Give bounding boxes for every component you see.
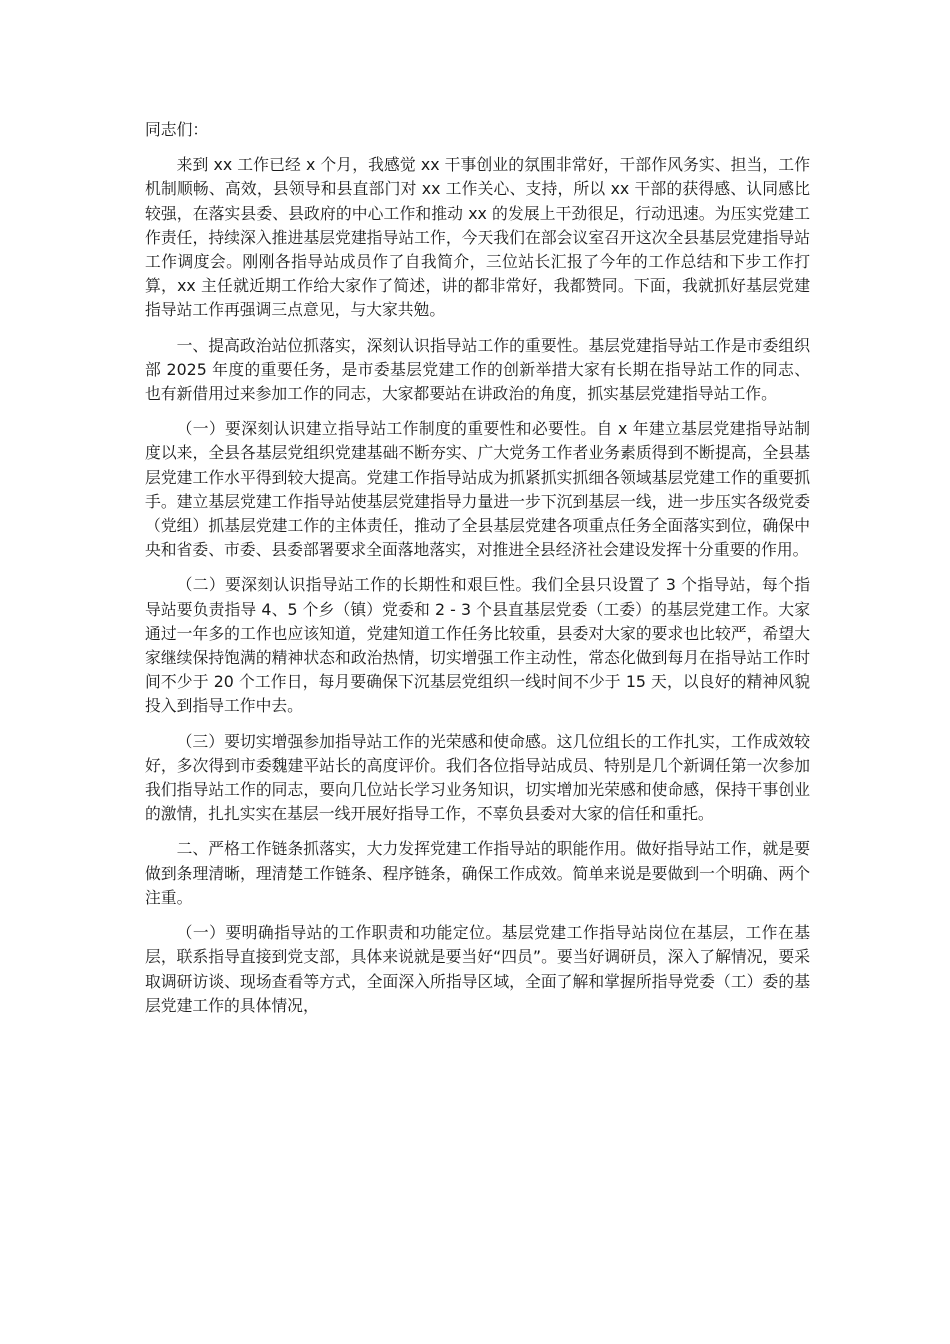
paragraph-section-1: 一、提高政治站位抓落实，深刻认识指导站工作的重要性。基层党建指导站工作是市委组织部 2025 年度的重要任务，是市委基层党建工作的创新举措大家有长期在指导站工作的同志、也有新借用过来参加工作的同志，大家都要站在讲政治的角度，抓实基层党建指导站工作。 xyxy=(145,335,810,404)
paragraph-section-2-1: （一）要明确指导站的工作职责和功能定位。基层党建工作指导站岗位在基层，工作在基层，联系指导直接到党支部，具体来说就是要当好“四员”。要当好调研员，深入了解情况，要采取调研访谈、现场查看等方式，全面深入所指导区域，全面了解和掌握所指导党委（工）委的基层党建工作的具体情况， xyxy=(145,923,810,1015)
salutation: 同志们： xyxy=(145,120,209,139)
paragraph-intro: 来到 xx 工作已经 x 个月，我感觉 xx 干事创业的氛围非常好，干部作风务实、担当，工作机制顺畅、高效，县领导和县直部门对 xx 工作关心、支持，所以 xx 干部的获得感、认同感比较强，在落实县委、县政府的中心工作和推动 xx 的发展上干劲很足，行动迅速。为压实党建工作责任，持续深入推进基层党建指导站工作，今天我们在部会议室召开这次全县基层党建指导站工作调度会。刚刚各指导站成员作了自我简介，三位站长汇报了今年的工作总结和下步工作打算，xx 主任就近期工作给大家作了简述，讲的都非常好，我都赞同。下面，我就抓好基层党建指导站工作再强调三点意见，与大家共勉。 xyxy=(145,155,810,320)
paragraph-section-1-1: （一）要深刻认识建立指导站工作制度的重要性和必要性。自 x 年建立基层党建指导站制度以来，全县各基层党组织党建基础不断夯实、广大党务工作者业务素质得到不断提高，全县基层党建工作水平得到较大提高。党建工作指导站成为抓紧抓实抓细各领域基层党建工作的重要抓手。建立基层党建工作指导站使基层党建指导力量进一步下沉到基层一线，进一步压实各级党委（党组）抓基层党建工作的主体责任，推动了全县基层党建各项重点任务全面落实到位，确保中央和省委、市委、县委部署要求全面落地落实，对推进全县经济社会建设发挥十分重要的作用。 xyxy=(145,419,810,560)
paragraph-section-2: 二、严格工作链条抓落实，大力发挥党建工作指导站的职能作用。做好指导站工作，就是要做到条理清晰，理清楚工作链条、程序链条，确保工作成效。简单来说是要做到一个明确、两个注重。 xyxy=(145,839,810,907)
paragraph-section-1-3: （三）要切实增强参加指导站工作的光荣感和使命感。这几位组长的工作扎实，工作成效较好，多次得到市委魏建平站长的高度评价。我们各位指导站成员、特别是几个新调任第一次参加我们指导站工作的同志，要向几位站长学习业务知识，切实增加光荣感和使命感，保持干事创业的激情，扎扎实实在基层一线开展好指导工作，不辜负县委对大家的信任和重托。 xyxy=(145,731,810,824)
document-body xyxy=(145,118,810,1029)
paragraph-section-1-2: （二）要深刻认识指导站工作的长期性和艰巨性。我们全县只设置了 3 个指导站，每个指导站要负责指导 4、5 个乡（镇）党委和 2 - 3 个县直基层党委（工委）的基层党建工作。大家通过一年多的工作也应该知道，党建知道工作任务比较重，县委对大家的要求也比较严，希望大家继续保持饱满的精神状态和政治热情，切实增强工作主动性，常态化做到每月在指导站工作时间不少于 20 个工作日，每月要确保下沉基层党组织一线时间不少于 15 天，以良好的精神风貌投入到指导工作中去。 xyxy=(145,575,810,716)
